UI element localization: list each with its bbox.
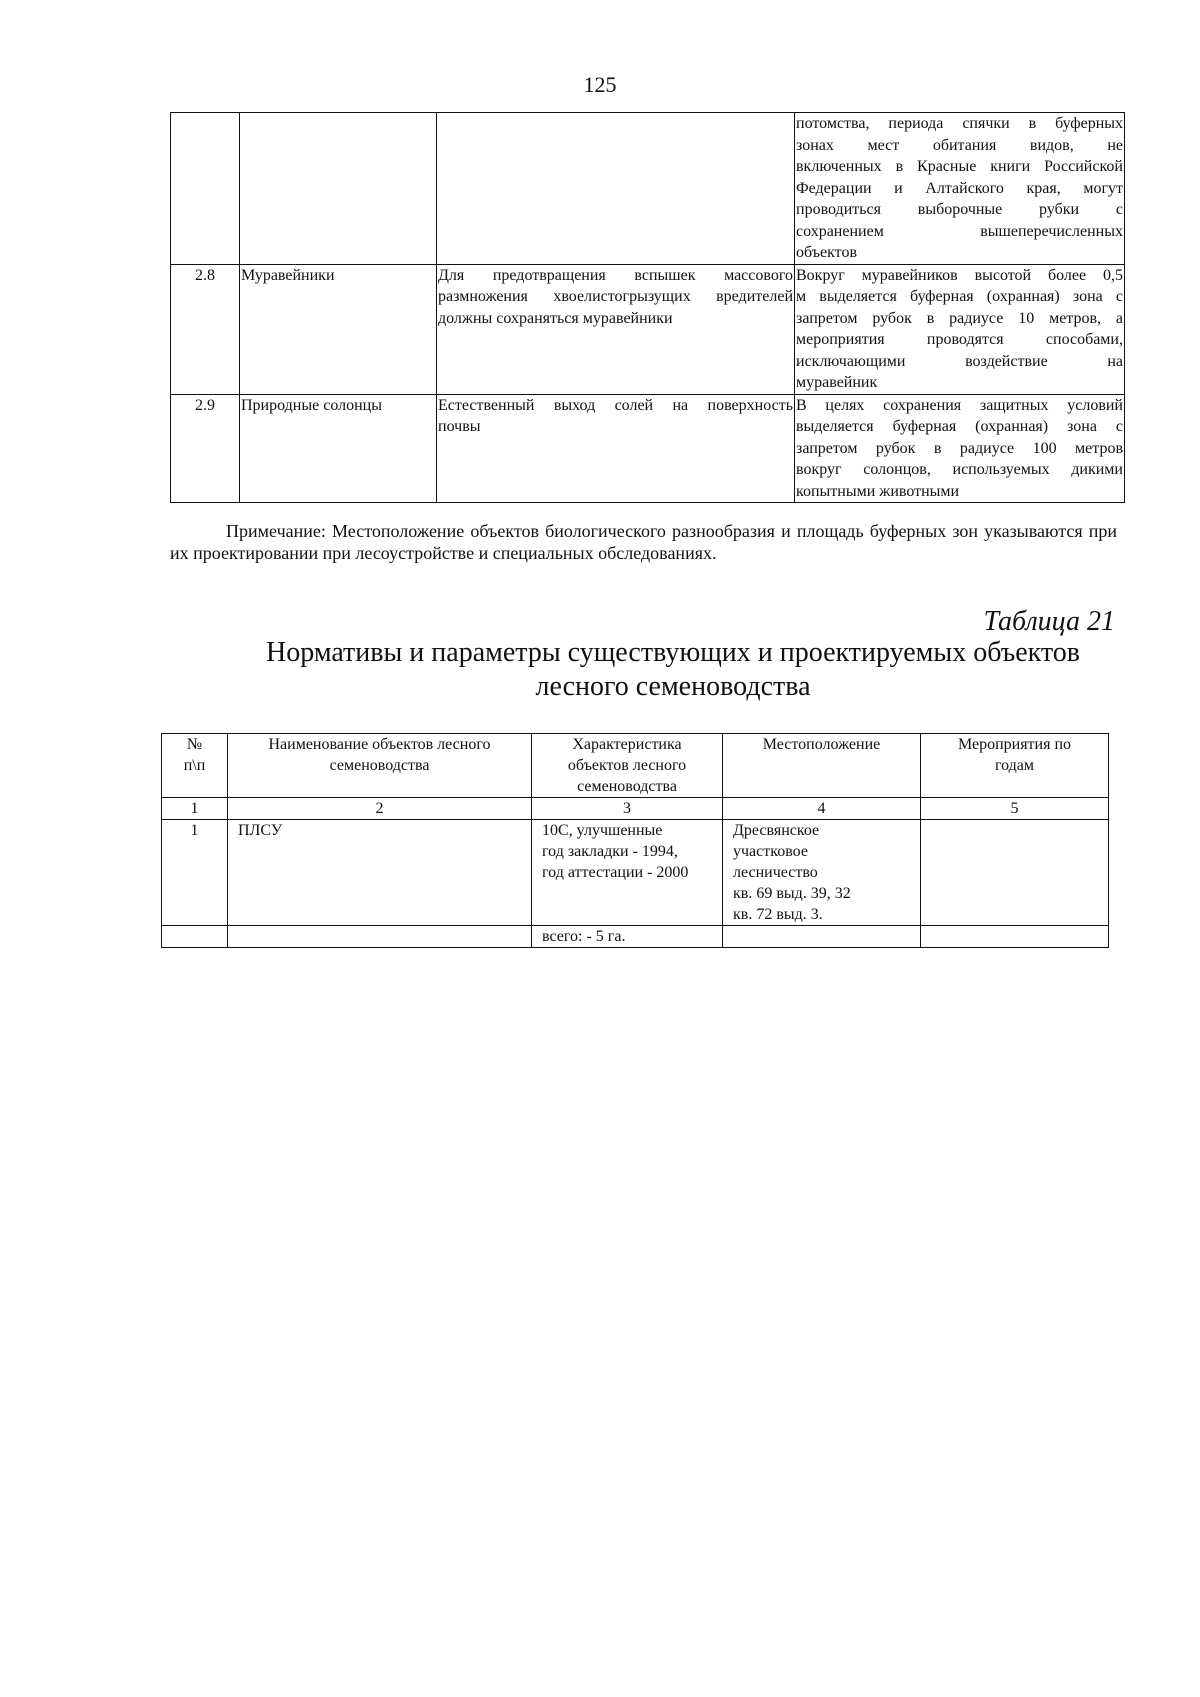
- header-row: [162, 734, 1109, 798]
- total-row: [162, 926, 1109, 948]
- object-description: Естественный выход солей на поверхность почвы: [437, 394, 795, 503]
- page-number: 125: [583, 72, 617, 97]
- column-number: 3: [532, 798, 723, 820]
- table-label: Таблица 21: [983, 606, 1115, 637]
- table-row: [171, 264, 1125, 394]
- empty-cell: [723, 926, 921, 948]
- column-number: 1: [162, 798, 228, 820]
- header-name: Наименование объектов лесного семеноводства: [228, 734, 532, 798]
- header-location: Местоположение: [723, 734, 921, 798]
- object-name: Муравейники: [240, 264, 437, 394]
- seed-production-table: [161, 733, 1109, 948]
- row-number: 2.8: [171, 264, 240, 394]
- object-measures: В целях сохранения защитных условий выделяется буферная (охранная) зона с запретом рубок в радиусе 100 метров вокруг солонцов, используемых дикими копытными животными: [795, 394, 1125, 503]
- header-measures: Мероприятия по годам: [921, 734, 1109, 798]
- note-paragraph: Примечание: Местоположение объектов биологического разнообразия и площадь буферных зон указываются при их проектировании при лесоустройстве и специальных обследованиях.: [170, 521, 1117, 563]
- row-number: 2.9: [171, 394, 240, 503]
- table-row: [162, 820, 1109, 926]
- object-location: Дресвянское участковое лесничество кв. 69 выд. 39, 32 кв. 72 выд. 3.: [723, 820, 921, 926]
- row-number: 1: [162, 820, 228, 926]
- column-number-row: [162, 798, 1109, 820]
- column-number: 2: [228, 798, 532, 820]
- object-measures: [921, 820, 1109, 926]
- total-area: всего: - 5 га.: [532, 926, 723, 948]
- header-characteristic: Характеристика объектов лесного семеноводства: [532, 734, 723, 798]
- table-row: [171, 394, 1125, 503]
- empty-cell: [228, 926, 532, 948]
- object-measures: потомства, периода спячки в буферных зонах мест обитания видов, не включенных в Красные книги Российской Федерации и Алтайского края, могут проводиться выборочные рубки с сохранением вышеперечисленных объектов: [795, 113, 1125, 265]
- biodiversity-table: [170, 112, 1125, 503]
- column-number: 4: [723, 798, 921, 820]
- object-description: Для предотвращения вспышек массового размножения хвоелистогрызущих вредителей должны сохраняться муравейники: [437, 264, 795, 394]
- table-row: [171, 113, 1125, 265]
- empty-cell: [921, 926, 1109, 948]
- object-name: ПЛСУ: [228, 820, 532, 926]
- table-title: Нормативы и параметры существующих и проектируемых объектов лесного семеноводства: [266, 637, 1080, 702]
- object-characteristic: 10С, улучшенные год закладки - 1994, год аттестации - 2000: [532, 820, 723, 926]
- empty-cell: [162, 926, 228, 948]
- row-number: [171, 113, 240, 265]
- object-name: Природные солонцы: [240, 394, 437, 503]
- object-name: [240, 113, 437, 265]
- header-number: № п\п: [162, 734, 228, 798]
- column-number: 5: [921, 798, 1109, 820]
- object-measures: Вокруг муравейников высотой более 0,5 м выделяется буферная (охранная) зона с запретом рубок в радиусе 10 метров, а мероприятия проводятся способами, исключающими воздействие на муравейник: [795, 264, 1125, 394]
- object-description: [437, 113, 795, 265]
